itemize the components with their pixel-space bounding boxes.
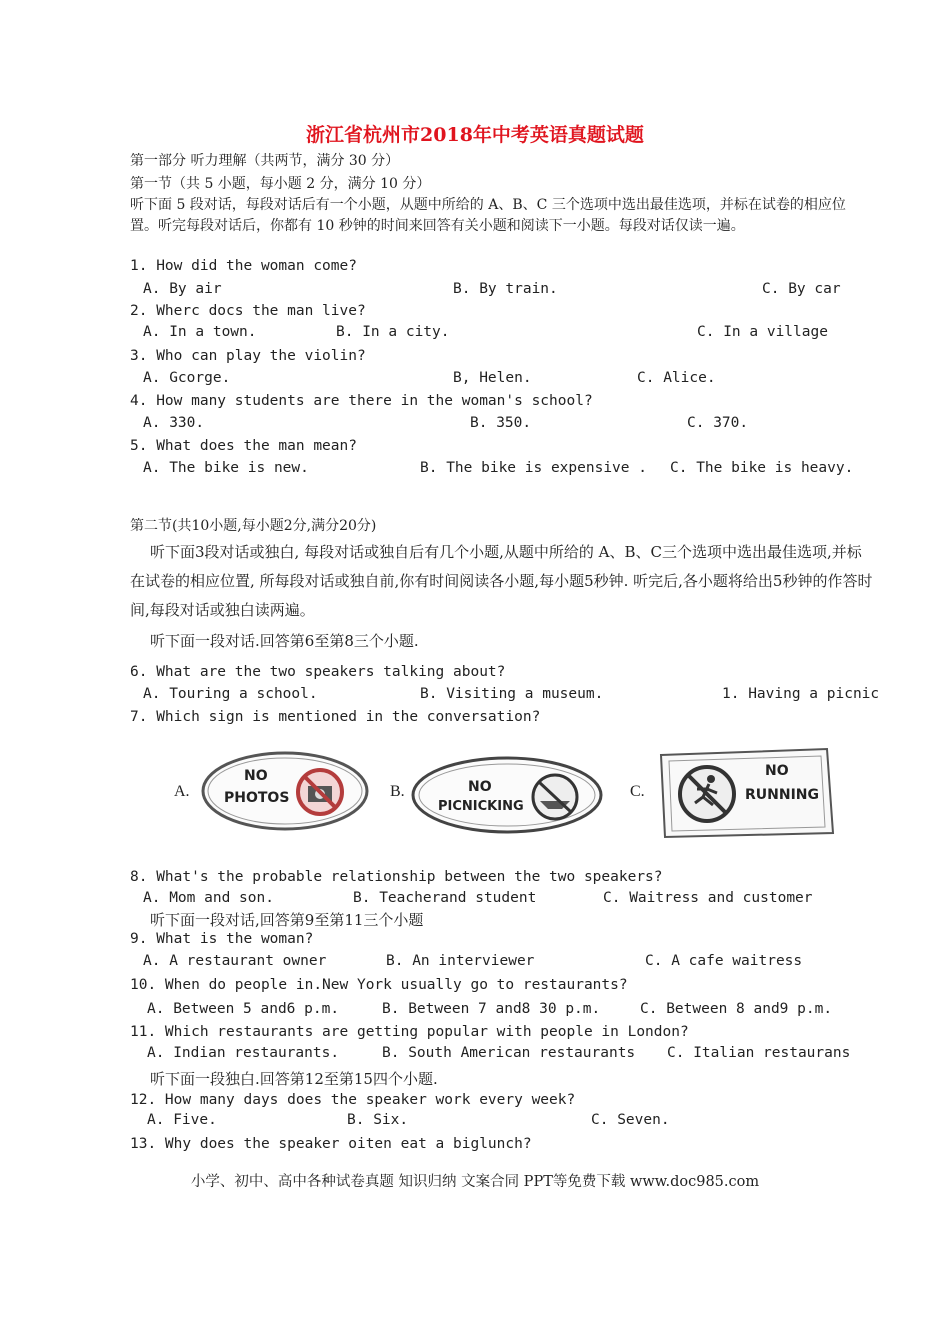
page-footer: 小学、初中、高中各种试卷真题 知识归纳 文案合同 PPT等免费下载 www.doc985.com [190, 1174, 760, 1190]
section1-heading: 第一节（共 5 小题，每小题 2 分，满分 10 分） [130, 176, 431, 192]
runner-icon [707, 775, 715, 783]
section1-instructions: 听下面 5 段对话，每段对话后有一个小题，从题中所给的 A、B、C 三个选项中选出最佳选项，并标在试卷的相应位置。听完每段对话后，你都有 10 秒钟的时间来回答有关小题和阅读下一小题。每段对话仅读一遍。 [130, 197, 846, 234]
q3-option-b: B, Helen. [453, 370, 532, 386]
q8-option-a: A. Mom and son. [143, 890, 274, 906]
q6-option-c: 1. Having a picnic [722, 686, 880, 702]
q12-option-b: B. Six. [347, 1112, 409, 1128]
question-13: 13. Why does the speaker oiten eat a biglunch? [130, 1136, 532, 1152]
q9-option-c: C. A cafe waitress [645, 953, 803, 969]
q2-option-c: C. In a village [697, 324, 828, 340]
question-1: 1. How did the woman come? [130, 258, 357, 274]
q8-option-c: C. Waitress and customer [603, 890, 813, 906]
q7-option-b-label: B. [390, 783, 405, 800]
question-2: 2. Wherc docs the man live? [130, 303, 366, 319]
sign-b-line-2: PICNICKING [438, 799, 524, 814]
q4-option-c: C. 370. [687, 415, 749, 431]
question-5: 5. What does the man mean? [130, 438, 357, 454]
sign-no-photos [200, 750, 370, 832]
listen-instruction-1: 听下面一段对话.回答第6至第8三个小题. [150, 632, 419, 650]
question-4: 4. How many students are there in the woman's school? [130, 393, 593, 409]
q5-option-c: C. The bike is heavy. [670, 460, 854, 476]
question-11: 11. Which restaurants are getting popular with people in London? [130, 1024, 689, 1040]
q12-option-a: A. Five. [147, 1112, 217, 1128]
question-8: 8. What's the probable relationship between the two speakers? [130, 869, 663, 885]
q6-option-b: B. Visiting a museum. [420, 686, 604, 702]
sign-no-picnicking [410, 755, 605, 835]
q9-option-b: B. An interviewer [386, 953, 535, 969]
q4-option-b: B. 350. [470, 415, 532, 431]
q8-option-b: B. Teacherand student [353, 890, 537, 906]
q11-option-a: A. Indian restaurants. [147, 1045, 340, 1061]
sign-c-line-1: NO [765, 763, 789, 779]
q11-option-b: B. South American restaurants [382, 1045, 636, 1061]
q10-option-a: A. Between 5 and6 p.m. [147, 1001, 340, 1017]
q9-option-a: A. A restaurant owner [143, 953, 327, 969]
sign-c-line-2: RUNNING [745, 787, 819, 803]
listen-instruction-2: 听下面一段对话,回答第9至第11三个小题 [150, 911, 424, 929]
q10-option-c: C. Between 8 and9 p.m. [640, 1001, 833, 1017]
q5-option-a: A. The bike is new. [143, 460, 309, 476]
q3-option-a: A. Gcorge. [143, 370, 231, 386]
q2-option-b: B. In a city. [336, 324, 450, 340]
q7-option-a-label: A. [174, 783, 190, 800]
sign-b-line-1: NO [468, 779, 492, 795]
question-7: 7. Which sign is mentioned in the conversation? [130, 709, 541, 725]
question-10: 10. When do people in.New York usually go to restaurants? [130, 977, 628, 993]
q4-option-a: A. 330. [143, 415, 205, 431]
page-title: 浙江省杭州市2018年中考英语真题试题 [306, 124, 644, 146]
q1-option-a: A. By air [143, 281, 222, 297]
q1-option-c: C. By car [762, 281, 841, 297]
listen-instruction-3: 听下面一段独白.回答第12至第15四个小题. [150, 1070, 438, 1088]
section2-instructions: 听下面3段对话或独白, 每段对话或独自后有几个小题,从题中所给的 A、B、C三个选项中选出最佳选项,并标在试卷的相应位置, 所每段对话或独自前,你有时间阅读各小题,每小题5秒钟. 听完后,各小题将给出5秒钟的作答时间,每段对话或独白读两遍。 [130, 543, 873, 619]
question-3: 3. Who can play the violin? [130, 348, 366, 364]
q5-option-b: B. The bike is expensive . [420, 460, 647, 476]
q11-option-c: C. Italian restaurans [667, 1045, 851, 1061]
sign-a-line-1: NO [244, 768, 268, 784]
question-6: 6. What are the two speakers talking about? [130, 664, 506, 680]
question-9: 9. What is the woman? [130, 931, 314, 947]
q6-option-a: A. Touring a school. [143, 686, 318, 702]
q1-option-b: B. By train. [453, 281, 558, 297]
part1-heading: 第一部分 听力理解（共两节，满分 30 分） [130, 153, 400, 169]
q3-option-c: C. Alice. [637, 370, 716, 386]
sign-a-line-2: PHOTOS [224, 790, 290, 806]
q7-option-c-label: C. [630, 783, 645, 800]
q10-option-b: B. Between 7 and8 30 p.m. [382, 1001, 601, 1017]
question-12: 12. How many days does the speaker work every week? [130, 1092, 576, 1108]
q2-option-a: A. In a town. [143, 324, 257, 340]
q12-option-c: C. Seven. [591, 1112, 670, 1128]
section2-heading: 第二节(共10小题,每小题2分,满分20分) [130, 518, 377, 534]
sign-no-running [655, 745, 837, 840]
